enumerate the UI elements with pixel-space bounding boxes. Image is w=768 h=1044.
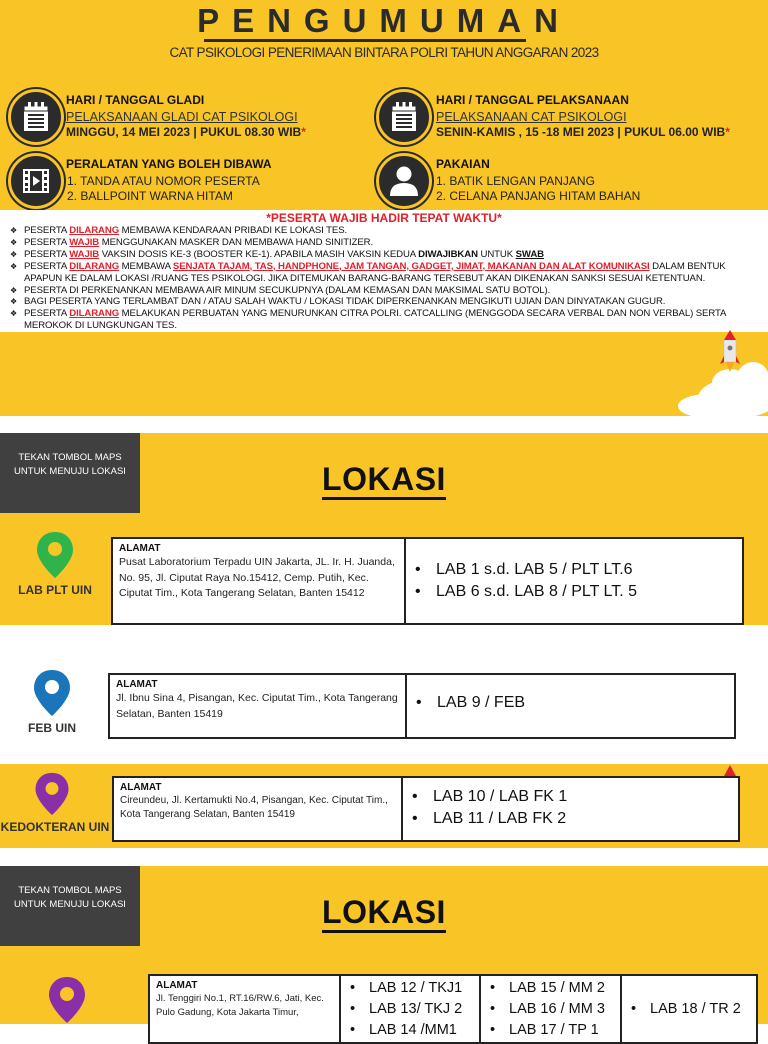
address-cell [110, 675, 407, 737]
peralatan-item: 1. TANDA ATAU NOMOR PESERTA [67, 174, 260, 188]
rules-panel [0, 210, 768, 332]
location-row-feb [0, 643, 768, 747]
lab-item: • LAB 16 / MM 3 [487, 999, 614, 1020]
maps-button[interactable]: TEKAN TOMBOL MAPS UNTUK MENUJU LOKASI [0, 433, 140, 513]
poster-subtitle: CAT PSIKOLOGI PENERIMAAN BINTARA POLRI TAHUN ANGGARAN 2023 [169, 45, 599, 60]
rules-list [0, 225, 768, 332]
rule-item: ❖ PESERTA DILARANG MELAKUKAN PERBUATAN YANG MENURUNKAN CITRA POLRI. CATCALLING (MENGGODA SECARA VERBAL DAN NON VERBAL) SERTA MEROKOK DI LUNGKUNGAN TES. [10, 308, 758, 332]
lokasi-section-2 [0, 866, 768, 1038]
pakaian-heading: PAKAIAN [436, 157, 490, 171]
lokasi-header [0, 433, 768, 513]
location-row-plt [0, 513, 768, 625]
gladi-detail-text: MINGGU, 14 MEI 2023 | PUKUL 08.30 WIB [66, 125, 302, 139]
address-text: Jl. Ibnu Sina 4, Pisangan, Kec. Ciputat Tim., Kota Tangerang Selatan, Banten 15419 [116, 692, 398, 720]
gladi-star: * [301, 125, 306, 139]
gladi-detail [66, 125, 306, 140]
alamat-label: ALAMAT [116, 679, 158, 690]
address-text: Pusat Laboratorium Terpadu UIN Jakarta, JL. Ir. H. Juanda, No. 95, Jl. Ciputat Raya No.15412, Cemp. Putih, Kec. Ciputat Tim., Kota Tangerang Selatan, Banten 15412 [119, 556, 395, 599]
rule-item: ❖ PESERTA DILARANG MEMBAWA SENJATA TAJAM, TAS, HANDPHONE, JAM TANGAN, GADGET, JIMAT, MAKANAN DAN ALAT KOMUNIKASI DALAM BENTUK APAPUN KE DALAM LOKASI /RUANG TES PSIKOLOGI. JIKA DITEMUKAN BARANG-BARANG TERSEBUT AKAN DIKENAKAN SANKSI SESUAI KETENTUAN. [10, 261, 758, 285]
rocket-tip-icon [722, 764, 738, 776]
section-gap [0, 625, 768, 643]
pelaksanaan-link[interactable]: PELAKSANAAN CAT PSIKOLOGI [436, 110, 627, 124]
lab-item: • LAB 13/ TKJ 2 [347, 999, 473, 1020]
peralatan-info [66, 157, 272, 204]
labs-cell [481, 976, 622, 1042]
location-label: LAB PLT UIN [18, 583, 92, 597]
address-text: Jl. Tenggiri No.1, RT.16/RW.6, Jati, Kec. Pulo Gadung, Kota Jakarta Timur, [156, 993, 324, 1018]
address-cell [114, 778, 403, 840]
film-icon [8, 153, 64, 209]
address-text: Cireundeu, Jl. Kertamukti No.4, Pisangan, Kec. Ciputat Tim., Kota Tangerang Selatan, Banten 15419 [120, 795, 388, 820]
map-pin-icon[interactable] [36, 531, 74, 579]
rule-item: ❖ BAGI PESERTA YANG TERLAMBAT DAN / ATAU SALAH WAKTU / LOKASI TIDAK DIPERKENANKAN MENGIKUTI UJIAN DAN DINYATAKAN GUGUR. [10, 296, 758, 308]
lab-item: • LAB 1 s.d. LAB 5 / PLT LT.6 [412, 559, 637, 581]
peralatan-item: 2. BALLPOINT WARNA HITAM [67, 189, 233, 203]
labs-cell [403, 778, 573, 840]
pelaksanaan-heading: HARI / TANGGAL PELAKSANAAN [436, 93, 629, 107]
lab-item: • LAB 14 /MM1 [347, 1020, 473, 1041]
pakaian-item: 1. BATIK LENGAN PANJANG [436, 174, 595, 188]
lab-item: • LAB 11 / LAB FK 2 [409, 808, 567, 830]
rocket-icon [668, 328, 768, 418]
address-cell [150, 976, 341, 1042]
map-pin-icon[interactable] [33, 772, 71, 816]
lab-item: • LAB 15 / MM 2 [487, 978, 614, 999]
labs-cell [622, 976, 747, 1042]
lab-item: • LAB 9 / FEB [413, 692, 525, 714]
lab-item: • LAB 10 / LAB FK 1 [409, 786, 567, 808]
rule-item: ❖ PESERTA DI PERKENANKAN MEMBAWA AIR MINUM SECUKUPNYA (DALAM KEMASAN DAN MAKSIMAL SATU BOTOL). [10, 285, 758, 297]
alamat-label: ALAMAT [156, 980, 198, 991]
address-table [148, 974, 758, 1044]
gladi-info [66, 93, 306, 140]
pakaian-info [436, 157, 640, 204]
lab-item: • LAB 6 s.d. LAB 8 / PLT LT. 5 [412, 581, 637, 603]
lab-item: • LAB 17 / TP 1 [487, 1020, 614, 1041]
pelaksanaan-star: * [725, 125, 730, 139]
rule-item: ❖ PESERTA WAJIB VAKSIN DOSIS KE-3 (BOOSTER KE-1). APABILA MASIH VAKSIN KEDUA DIWAJIBKAN UNTUK SWAB [10, 249, 758, 261]
pelaksanaan-detail-text: SENIN-KAMIS , 15 -18 MEI 2023 | PUKUL 06.00 WIB [436, 125, 726, 139]
labs-cell [407, 675, 531, 737]
pelaksanaan-detail [436, 125, 730, 140]
rules-heading: *PESERTA WAJIB HADIR TEPAT WAKTU* [266, 211, 502, 225]
address-table [112, 776, 740, 842]
labs-cell [341, 976, 481, 1042]
lab-item: • LAB 18 / TR 2 [628, 999, 741, 1020]
address-cell [113, 539, 406, 623]
gladi-heading: HARI / TANGGAL GLADI [66, 93, 205, 107]
lokasi-title: LOKASI [0, 894, 768, 931]
section-gap [0, 747, 768, 764]
person-icon [376, 153, 432, 209]
section-gap [0, 848, 768, 866]
gladi-link[interactable]: PELAKSANAAN GLADI CAT PSIKOLOGI [66, 110, 298, 124]
peralatan-heading: PERALATAN YANG BOLEH DIBAWA [66, 157, 272, 171]
alamat-label: ALAMAT [119, 543, 161, 554]
labs-cell [406, 539, 643, 623]
location-row-fk [0, 764, 768, 848]
calendar-icon [376, 89, 432, 145]
alamat-label: ALAMAT [120, 782, 162, 793]
address-table [111, 537, 744, 625]
maps-button[interactable]: TEKAN TOMBOL MAPS UNTUK MENUJU LOKASI [0, 866, 140, 946]
lab-item: • LAB 12 / TKJ1 [347, 978, 473, 999]
calendar-icon [8, 89, 64, 145]
address-table [108, 673, 736, 739]
location-label: FEB UIN [28, 721, 76, 735]
pelaksanaan-info [436, 93, 730, 140]
pakaian-item: 2. CELANA PANJANG HITAM BAHAN [436, 189, 641, 203]
rule-item: ❖ PESERTA WAJIB MENGGUNAKAN MASKER DAN MEMBAWA HAND SINITIZER. [10, 237, 758, 249]
lokasi-title: LOKASI [0, 461, 768, 498]
map-pin-icon[interactable] [33, 669, 71, 717]
location-label: KEDOKTERAN UIN [0, 820, 110, 834]
announcement-poster [0, 0, 768, 416]
rule-item: ❖ PESERTA DILARANG MEMBAWA KENDARAAN PRIBADI KE LOKASI TES. [10, 225, 758, 237]
poster-title: PENGUMUMAN [197, 2, 571, 39]
title-underline [204, 39, 526, 42]
map-pin-icon[interactable] [48, 976, 86, 1024]
